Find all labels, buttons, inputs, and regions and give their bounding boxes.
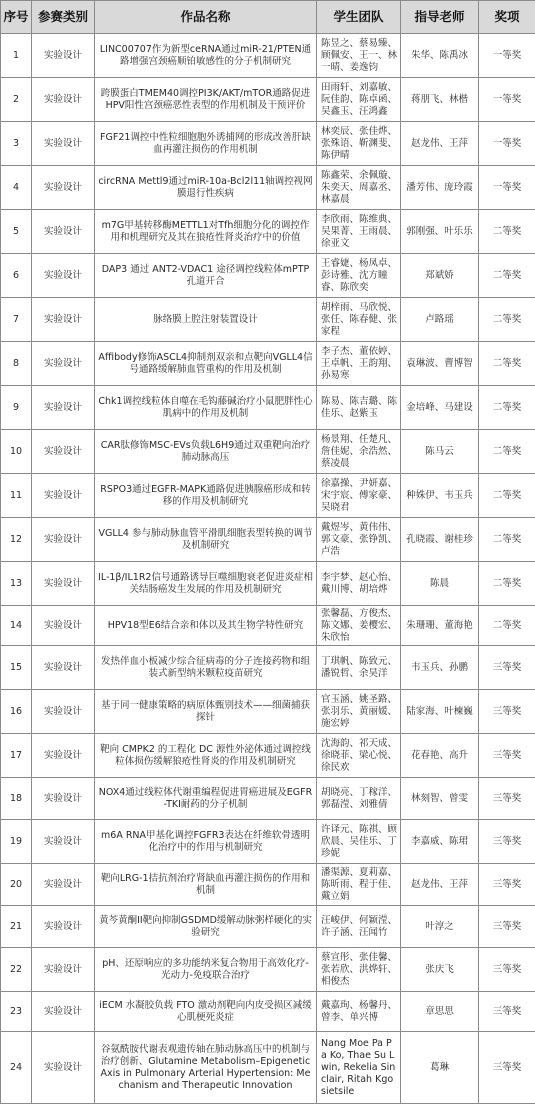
- table-row: [1, 254, 535, 298]
- row-teacher: 孔晓霞、谢桂珍: [401, 518, 479, 562]
- row-title: HPV18型E6结合亲和体以及其生物学特性研究: [95, 606, 317, 646]
- row-title: NOX4通过线粒体代谢重编程促进胃癌进展及EGFR-TKI耐药的分子机制: [95, 778, 317, 820]
- row-teacher: 种姝伊、韦玉兵: [401, 474, 479, 518]
- row-teacher: 朱华、陈禹冰: [401, 34, 479, 78]
- row-category: 实验设计: [32, 906, 95, 948]
- table-row: [1, 122, 535, 166]
- row-teacher: 郑斌娇: [401, 254, 479, 298]
- row-team: 戴嘉珣、杨馨丹、曾李、单兴博: [317, 992, 401, 1032]
- table-row: [1, 992, 535, 1032]
- row-title: 谷氨酰胺代谢表观遗传轴在肺动脉高压中的机制与治疗创新、Glutamine Metabolism–Epigenetic Axis in Pulmonary Arterial Hypertension: Mechanism and Therapeutic Innovation: [95, 1032, 317, 1104]
- row-category: 实验设计: [32, 820, 95, 864]
- row-teacher: 赵龙伟、王萍: [401, 864, 479, 906]
- row-title: LINC00707作为新型ceRNA通过miR-21/PTEN通路增强宫颈癌顺铂敏感性的分子机制研究: [95, 34, 317, 78]
- row-award: 三等奖: [479, 690, 535, 734]
- row-number: 12: [1, 518, 32, 562]
- row-title: pH、还原响应的多功能纳米复合物用于高效化疗-光动力-免疫联合治疗: [95, 948, 317, 992]
- table-row: [1, 948, 535, 992]
- row-title: 跨膜蛋白TMEM40调控PI3K/AKT/mTOR通路促进HPV阳性宫颈癌恶性表型的作用机制及干预评价: [95, 78, 317, 122]
- row-award: 三等奖: [479, 734, 535, 778]
- row-category: 实验设计: [32, 606, 95, 646]
- row-team: 汪峻伊、何颖滢、许子涵、汪闻竹: [317, 906, 401, 948]
- row-number: 24: [1, 1032, 32, 1104]
- table-row: [1, 690, 535, 734]
- row-category: 实验设计: [32, 122, 95, 166]
- row-category: 实验设计: [32, 34, 95, 78]
- row-number: 15: [1, 646, 32, 690]
- row-teacher: 陈晨: [401, 562, 479, 606]
- row-team: 许译元、陈祺、顾欣晨、吴佳乐、丁珍妮: [317, 820, 401, 864]
- row-title: m7G甲基转移酶METTL1对Tfh细胞分化的调控作用和机理研究及其在狼疮性肾炎治疗中的价值: [95, 210, 317, 254]
- table-row: [1, 518, 535, 562]
- table-row: [1, 298, 535, 342]
- row-teacher: 郭刚强、叶乐乐: [401, 210, 479, 254]
- row-category: 实验设计: [32, 690, 95, 734]
- row-category: 实验设计: [32, 254, 95, 298]
- row-teacher: 花春艳、高升: [401, 734, 479, 778]
- row-award: 二等奖: [479, 430, 535, 474]
- row-team: 官玉涵、姚圣路、张羽乐、黄丽媛、施宏婷: [317, 690, 401, 734]
- row-team: 李子杰、董依婷、王卓帆、王韵翔、孙易寒: [317, 342, 401, 386]
- row-title: 脉络膜上腔注射装置设计: [95, 298, 317, 342]
- row-number: 18: [1, 778, 32, 820]
- row-category: 实验设计: [32, 948, 95, 992]
- table-row: [1, 906, 535, 948]
- row-title: DAP3 通过 ANT2-VDAC1 途径调控线粒体mPTP 孔道开合: [95, 254, 317, 298]
- row-team: 杨景翔、任楚凡、詹佳妮、余浩然、蔡凌晨: [317, 430, 401, 474]
- row-award: 三等奖: [479, 820, 535, 864]
- row-team: 林奕辰、张佳烨、张殊语、靳渊斐、陈伊晴: [317, 122, 401, 166]
- row-number: 1: [1, 34, 32, 78]
- table-row: [1, 342, 535, 386]
- row-category: 实验设计: [32, 992, 95, 1032]
- row-category: 实验设计: [32, 430, 95, 474]
- table-row: [1, 430, 535, 474]
- row-teacher: 陆家海、叶楝巍: [401, 690, 479, 734]
- row-number: 11: [1, 474, 32, 518]
- row-number: 4: [1, 166, 32, 210]
- row-award: 一等奖: [479, 78, 535, 122]
- row-teacher: 张庆飞: [401, 948, 479, 992]
- row-award: 二等奖: [479, 518, 535, 562]
- row-teacher: 金培峰、马建设: [401, 386, 479, 430]
- row-category: 实验设计: [32, 646, 95, 690]
- row-title: Chk1调控线粒体自噬在毛钩藤碱治疗小鼠肥胖性心肌病中的作用及机制: [95, 386, 317, 430]
- row-category: 实验设计: [32, 864, 95, 906]
- row-category: 实验设计: [32, 778, 95, 820]
- row-teacher: 韦玉兵、孙鹏: [401, 646, 479, 690]
- row-title: FGF21调控中性粒细胞胞外诱捕网的形成改善肝缺血再灌注损伤的作用机制: [95, 122, 317, 166]
- row-number: 8: [1, 342, 32, 386]
- row-title: circRNA Mettl9通过miR-10a-Bcl2l11轴调控视网膜退行性疾病: [95, 166, 317, 210]
- row-teacher: 葛琳: [401, 1032, 479, 1104]
- row-team: 蔡宣彤、张佳馨、张若欣、洪烨轩、相俊杰: [317, 948, 401, 992]
- table-row: [1, 474, 535, 518]
- header-team: 学生团队: [317, 1, 401, 34]
- row-category: 实验设计: [32, 562, 95, 606]
- row-number: 21: [1, 906, 32, 948]
- row-award: 三等奖: [479, 906, 535, 948]
- row-teacher: 卢路瑶: [401, 298, 479, 342]
- row-number: 9: [1, 386, 32, 430]
- header-award: 奖项: [479, 1, 535, 34]
- row-award: 三等奖: [479, 864, 535, 906]
- row-award: 三等奖: [479, 646, 535, 690]
- table-row: [1, 562, 535, 606]
- table-row: [1, 210, 535, 254]
- row-award: 三等奖: [479, 778, 535, 820]
- row-team: 戴煜岑、黄伟伟、郭文豪、张铮凯、卢浩: [317, 518, 401, 562]
- row-category: 实验设计: [32, 474, 95, 518]
- row-team: 丁琪帆、陈致元、潘锐哲、余昊洋: [317, 646, 401, 690]
- table-row: [1, 820, 535, 864]
- row-teacher: 赵龙伟、王萍: [401, 122, 479, 166]
- row-team: 陈易、陈吉璐、陈佳乐、赵紫玉: [317, 386, 401, 430]
- row-teacher: 朱珊珊、董海艳: [401, 606, 479, 646]
- table-row: [1, 606, 535, 646]
- row-number: 6: [1, 254, 32, 298]
- row-title: 靶向LRG-1拮抗剂治疗肾缺血再灌注损伤的作用和机制: [95, 864, 317, 906]
- row-team: 李欣雨、陈维典、吴果菁、王雨晨、徐亚文: [317, 210, 401, 254]
- row-team: 王睿婕、杨凤卓、彭诗雅、沈方瞳睿、陈欣奕: [317, 254, 401, 298]
- row-number: 7: [1, 298, 32, 342]
- row-award: 一等奖: [479, 166, 535, 210]
- table-row: [1, 1032, 535, 1104]
- row-number: 20: [1, 864, 32, 906]
- row-number: 10: [1, 430, 32, 474]
- row-title: VGLL4 参与肺动脉血管平滑肌细胞表型转换的调节及机制研究: [95, 518, 317, 562]
- table-row: [1, 734, 535, 778]
- row-number: 16: [1, 690, 32, 734]
- row-category: 实验设计: [32, 166, 95, 210]
- row-title: iECM 水凝胶负载 FTO 激动剂靶向内皮受损区减缓心肌梗死炎症: [95, 992, 317, 1032]
- row-number: 17: [1, 734, 32, 778]
- row-teacher: 袁琳波、曹博智: [401, 342, 479, 386]
- table-row: [1, 78, 535, 122]
- row-title: 黄芩黄酮II靶向抑制GSDMD缓解动脉粥样硬化的实验研究: [95, 906, 317, 948]
- row-teacher: 李嘉威、陈珺: [401, 820, 479, 864]
- row-award: 三等奖: [479, 992, 535, 1032]
- row-award: 二等奖: [479, 298, 535, 342]
- row-number: 14: [1, 606, 32, 646]
- table-row: [1, 646, 535, 690]
- row-teacher: 叶淳之: [401, 906, 479, 948]
- row-award: 三等奖: [479, 948, 535, 992]
- row-number: 22: [1, 948, 32, 992]
- row-award: 二等奖: [479, 474, 535, 518]
- row-title: 基于同一健康策略的病原体甄别技术——细菌捕获探针: [95, 690, 317, 734]
- row-team: 李宇梦、赵心怡、戴川博、胡培烨: [317, 562, 401, 606]
- row-category: 实验设计: [32, 386, 95, 430]
- row-number: 3: [1, 122, 32, 166]
- row-award: 二等奖: [479, 210, 535, 254]
- row-category: 实验设计: [32, 1032, 95, 1104]
- row-category: 实验设计: [32, 734, 95, 778]
- row-team: 田雨轩、刘嘉敏、阮佳韵、陈卓函、吴鑫玉、汪鸿鑫: [317, 78, 401, 122]
- row-number: 5: [1, 210, 32, 254]
- row-title: CAR肽修饰MSC-EVs负载L6H9通过双重靶向治疗肺动脉高压: [95, 430, 317, 474]
- row-team: Nang Moe Pa Pa Ko, Thae Su Lwin, Rekelia Sinclair, Ritah Kgosietsile: [317, 1032, 401, 1104]
- row-teacher: 陈马云: [401, 430, 479, 474]
- header-no: 序号: [1, 1, 32, 34]
- row-award: 二等奖: [479, 562, 535, 606]
- row-award: 二等奖: [479, 342, 535, 386]
- row-title: 靶向 CMPK2 的工程化 DC 源性外泌体通过调控线粒体损伤缓解狼疮性肾炎的作用及机制研究: [95, 734, 317, 778]
- row-number: 23: [1, 992, 32, 1032]
- row-award: 一等奖: [479, 122, 535, 166]
- row-award: 二等奖: [479, 606, 535, 646]
- header-teacher: 指导老师: [401, 1, 479, 34]
- row-award: 二等奖: [479, 386, 535, 430]
- table-row: [1, 34, 535, 78]
- row-category: 实验设计: [32, 518, 95, 562]
- row-number: 2: [1, 78, 32, 122]
- row-team: 徐嘉操、尹妍嘉、宋宇宸、傅家豪、吴晓君: [317, 474, 401, 518]
- row-title: Affibody修饰ASCL4抑制剂双亲和点靶向VGLL4信号通路缓解肺血管重构的作用及机制: [95, 342, 317, 386]
- row-team: 张馨磊、方俊杰、陈文娜、姜樱宏、朱欣怡: [317, 606, 401, 646]
- table-row: [1, 166, 535, 210]
- row-category: 实验设计: [32, 210, 95, 254]
- row-number: 19: [1, 820, 32, 864]
- table-row: [1, 864, 535, 906]
- row-teacher: 林刻智、曾雯: [401, 778, 479, 820]
- row-team: 胡晓亮、丁稼洋、郭磊滢、刘雅倩: [317, 778, 401, 820]
- row-award: 一等奖: [479, 34, 535, 78]
- row-title: 发热伴血小板减少综合征病毒的分子连接药物和组装式新型纳米颗粒疫苗研究: [95, 646, 317, 690]
- row-teacher: 章思思: [401, 992, 479, 1032]
- row-title: m6A RNA甲基化调控FGFR3表达在纤维软骨透明化治疗中的作用与机制研究: [95, 820, 317, 864]
- row-team: 沈海韵、祁天成、徐晓菲、梁心悦、徐民欢: [317, 734, 401, 778]
- header-category: 参赛类别: [32, 1, 95, 34]
- row-award: 三等奖: [479, 1032, 535, 1104]
- row-team: 陈昱之、蔡易臻、顾佩安、王一、林一晴、姜逸钧: [317, 34, 401, 78]
- row-number: 13: [1, 562, 32, 606]
- table-row: [1, 778, 535, 820]
- row-team: 胡梓雨、马欣悦、张任、陈春健、张家程: [317, 298, 401, 342]
- row-title: RSPO3通过EGFR-MAPK通路促进胰腺癌形成和转移的作用及机制研究: [95, 474, 317, 518]
- row-team: 陈鑫荣、余佩璇、朱奕天、周嘉丞、林嘉晨: [317, 166, 401, 210]
- header-row: [1, 1, 535, 34]
- table-body: [1, 34, 535, 1104]
- row-teacher: 蒋朋飞、林楷: [401, 78, 479, 122]
- row-team: 潘渠源、夏莉嘉、陈昕雨、程于佳、戴立娟: [317, 864, 401, 906]
- row-category: 实验设计: [32, 342, 95, 386]
- row-award: 二等奖: [479, 254, 535, 298]
- row-title: IL-1β/IL1R2信号通路诱导巨噬细胞衰老促进炎症相关结肠癌发生发展的作用及机制研究: [95, 562, 317, 606]
- row-teacher: 潘芳伟、庞玲霞: [401, 166, 479, 210]
- row-category: 实验设计: [32, 298, 95, 342]
- header-title: 作品名称: [95, 1, 317, 34]
- row-category: 实验设计: [32, 78, 95, 122]
- table-row: [1, 386, 535, 430]
